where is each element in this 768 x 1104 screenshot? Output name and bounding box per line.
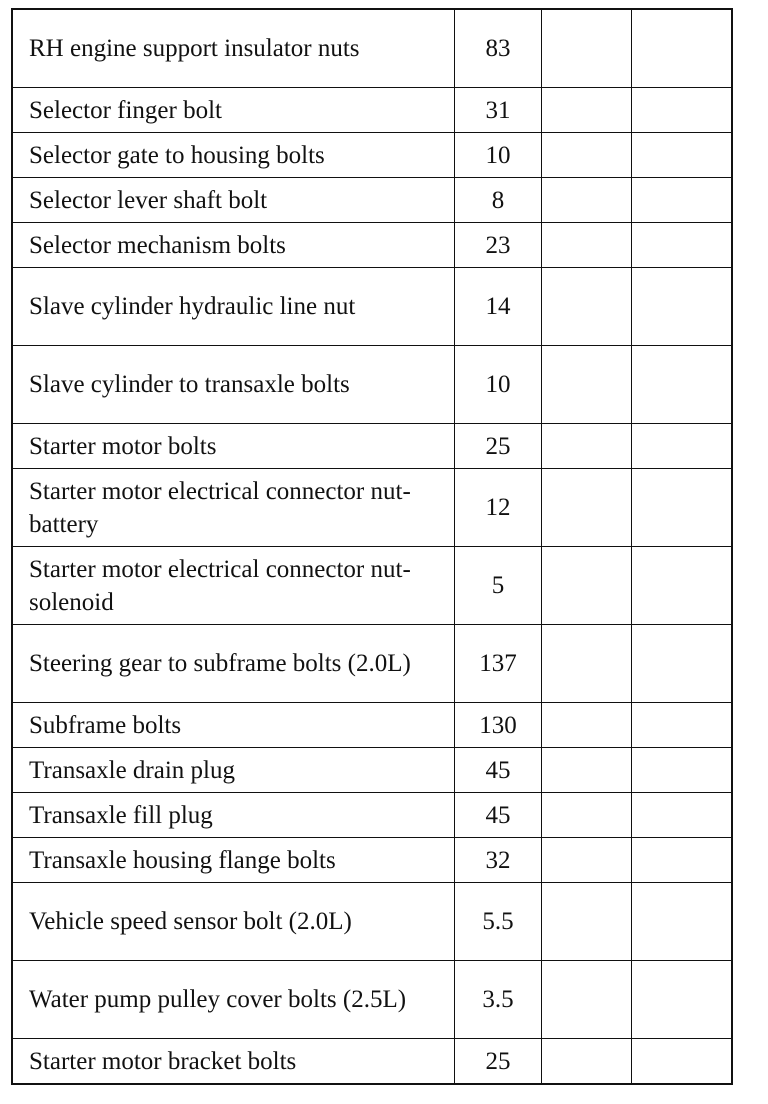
empty-cell — [542, 1039, 632, 1085]
empty-cell — [542, 547, 632, 625]
torque-value-cell: 12 — [455, 469, 542, 547]
table-row — [12, 961, 732, 1039]
torque-value-cell: 5.5 — [455, 883, 542, 961]
torque-value-cell: 23 — [455, 223, 542, 268]
fastener-description-cell: Slave cylinder hydraulic line nut — [12, 268, 455, 346]
empty-cell — [632, 748, 733, 793]
torque-value-cell: 31 — [455, 88, 542, 133]
table-row — [12, 9, 732, 88]
fastener-description-cell: Starter motor electrical connector nut-solenoid — [12, 547, 455, 625]
fastener-description-cell: Transaxle drain plug — [12, 748, 455, 793]
torque-value-cell: 10 — [455, 133, 542, 178]
torque-spec-table — [11, 8, 733, 1085]
empty-cell — [542, 133, 632, 178]
fastener-description-cell: RH engine support insulator nuts — [12, 9, 455, 88]
torque-value-cell: 8 — [455, 178, 542, 223]
empty-cell — [632, 625, 733, 703]
table-row — [12, 748, 732, 793]
empty-cell — [542, 703, 632, 748]
torque-value-cell: 14 — [455, 268, 542, 346]
fastener-description-cell: Steering gear to subframe bolts (2.0L) — [12, 625, 455, 703]
empty-cell — [632, 268, 733, 346]
empty-cell — [542, 346, 632, 424]
empty-cell — [542, 268, 632, 346]
empty-cell — [542, 88, 632, 133]
empty-cell — [542, 223, 632, 268]
table-row — [12, 469, 732, 547]
empty-cell — [632, 793, 733, 838]
fastener-description-cell: Selector mechanism bolts — [12, 223, 455, 268]
table-row — [12, 223, 732, 268]
table-row — [12, 268, 732, 346]
table-row — [12, 178, 732, 223]
empty-cell — [632, 1039, 733, 1085]
empty-cell — [632, 9, 733, 88]
torque-value-cell: 45 — [455, 748, 542, 793]
fastener-description-cell: Starter motor bracket bolts — [12, 1039, 455, 1085]
empty-cell — [542, 748, 632, 793]
empty-cell — [632, 703, 733, 748]
fastener-description-cell: Transaxle housing flange bolts — [12, 838, 455, 883]
table-row — [12, 838, 732, 883]
empty-cell — [542, 793, 632, 838]
table-row — [12, 88, 732, 133]
fastener-description-cell: Starter motor electrical connector nut- battery — [12, 469, 455, 547]
empty-cell — [542, 424, 632, 469]
torque-value-cell: 137 — [455, 625, 542, 703]
empty-cell — [542, 469, 632, 547]
torque-value-cell: 25 — [455, 424, 542, 469]
empty-cell — [632, 883, 733, 961]
table-row — [12, 1039, 732, 1085]
empty-cell — [632, 469, 733, 547]
table-row — [12, 346, 732, 424]
fastener-description-cell: Starter motor bolts — [12, 424, 455, 469]
torque-value-cell: 3.5 — [455, 961, 542, 1039]
empty-cell — [542, 625, 632, 703]
fastener-description-cell: Selector finger bolt — [12, 88, 455, 133]
torque-value-cell: 83 — [455, 9, 542, 88]
fastener-description-cell: Water pump pulley cover bolts (2.5L) — [12, 961, 455, 1039]
fastener-description-cell: Selector gate to housing bolts — [12, 133, 455, 178]
empty-cell — [632, 178, 733, 223]
empty-cell — [542, 9, 632, 88]
empty-cell — [542, 178, 632, 223]
empty-cell — [632, 961, 733, 1039]
table-row — [12, 625, 732, 703]
torque-value-cell: 10 — [455, 346, 542, 424]
empty-cell — [632, 547, 733, 625]
fastener-description-cell: Vehicle speed sensor bolt (2.0L) — [12, 883, 455, 961]
empty-cell — [632, 346, 733, 424]
empty-cell — [632, 133, 733, 178]
fastener-description-cell: Transaxle fill plug — [12, 793, 455, 838]
torque-value-cell: 32 — [455, 838, 542, 883]
empty-cell — [542, 961, 632, 1039]
table-row — [12, 424, 732, 469]
table-row — [12, 703, 732, 748]
empty-cell — [542, 883, 632, 961]
fastener-description-cell: Subframe bolts — [12, 703, 455, 748]
empty-cell — [542, 838, 632, 883]
empty-cell — [632, 88, 733, 133]
torque-value-cell: 5 — [455, 547, 542, 625]
torque-value-cell: 45 — [455, 793, 542, 838]
empty-cell — [632, 838, 733, 883]
empty-cell — [632, 424, 733, 469]
table-row — [12, 793, 732, 838]
table-row — [12, 133, 732, 178]
table-row — [12, 883, 732, 961]
fastener-description-cell: Slave cylinder to transaxle bolts — [12, 346, 455, 424]
torque-value-cell: 25 — [455, 1039, 542, 1085]
torque-spec-table-body — [12, 9, 732, 1084]
torque-value-cell: 130 — [455, 703, 542, 748]
table-row — [12, 547, 732, 625]
fastener-description-cell: Selector lever shaft bolt — [12, 178, 455, 223]
empty-cell — [632, 223, 733, 268]
